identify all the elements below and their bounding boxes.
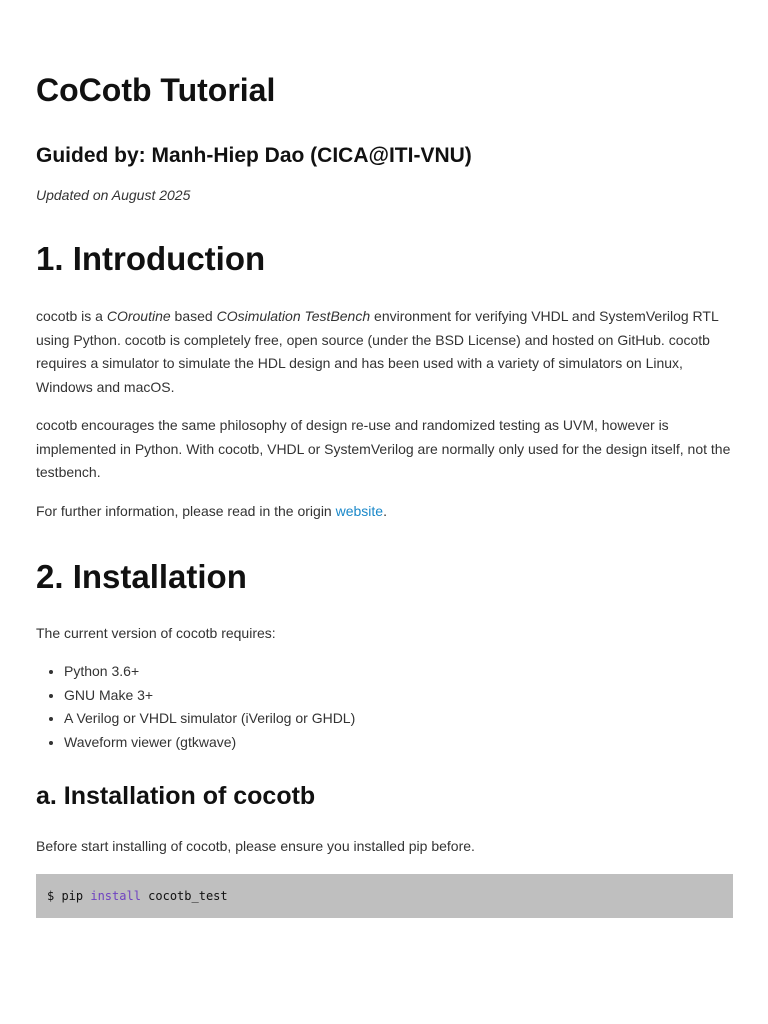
list-item: • Waveform viewer (gtkwave) (64, 731, 355, 755)
requirements-list (36, 660, 355, 754)
author-line: Guided by: Manh-Hiep Dao (CICA@ITI-VNU) (36, 144, 472, 167)
list-item: • Python 3.6+ (64, 660, 355, 684)
subsection-heading-install-cocotb: a. Installation of cocotb (36, 782, 316, 810)
code-argument: cocotb_test (140, 889, 228, 903)
intro-paragraph-1: cocotb is a COroutine based COsimulation TestBench environment for verifying VHDL and SystemVerilog RTL using Python. cocotb is completely free, open source (under the BSD License) and hosted on GitHub. cocotb requires a simulator to simulate the HDL design and has been used with a variety of simulators on Linux, Windows and macOS. (36, 308, 719, 395)
website-link[interactable]: website (335, 503, 384, 519)
code-prompt: $ pip (47, 889, 91, 903)
installation-intro: The current version of cocotb requires: (36, 625, 276, 641)
install-cocotb-text: Before start installing of cocotb, please ensure you installed pip before. (36, 838, 475, 854)
list-item: • A Verilog or VHDL simulator (iVerilog or GHDL) (64, 707, 355, 731)
list-item: • GNU Make 3+ (64, 684, 355, 708)
code-keyword: install (90, 889, 141, 903)
updated-date: Updated on August 2025 (36, 187, 191, 203)
intro-paragraph-2: cocotb encourages the same philosophy of design re-use and randomized testing as UVM, however is implemented in Python. With cocotb, VHDL or SystemVerilog are normally only used for the design itself, not the testbench. (36, 417, 731, 481)
intro-paragraph-3: For further information, please read in the origin website. (36, 503, 387, 519)
code-block-pip-install[interactable] (36, 874, 733, 918)
section-heading-installation: 2. Installation (36, 558, 247, 595)
page-title: CoCotb Tutorial (36, 72, 276, 108)
section-heading-introduction: 1. Introduction (36, 240, 266, 277)
